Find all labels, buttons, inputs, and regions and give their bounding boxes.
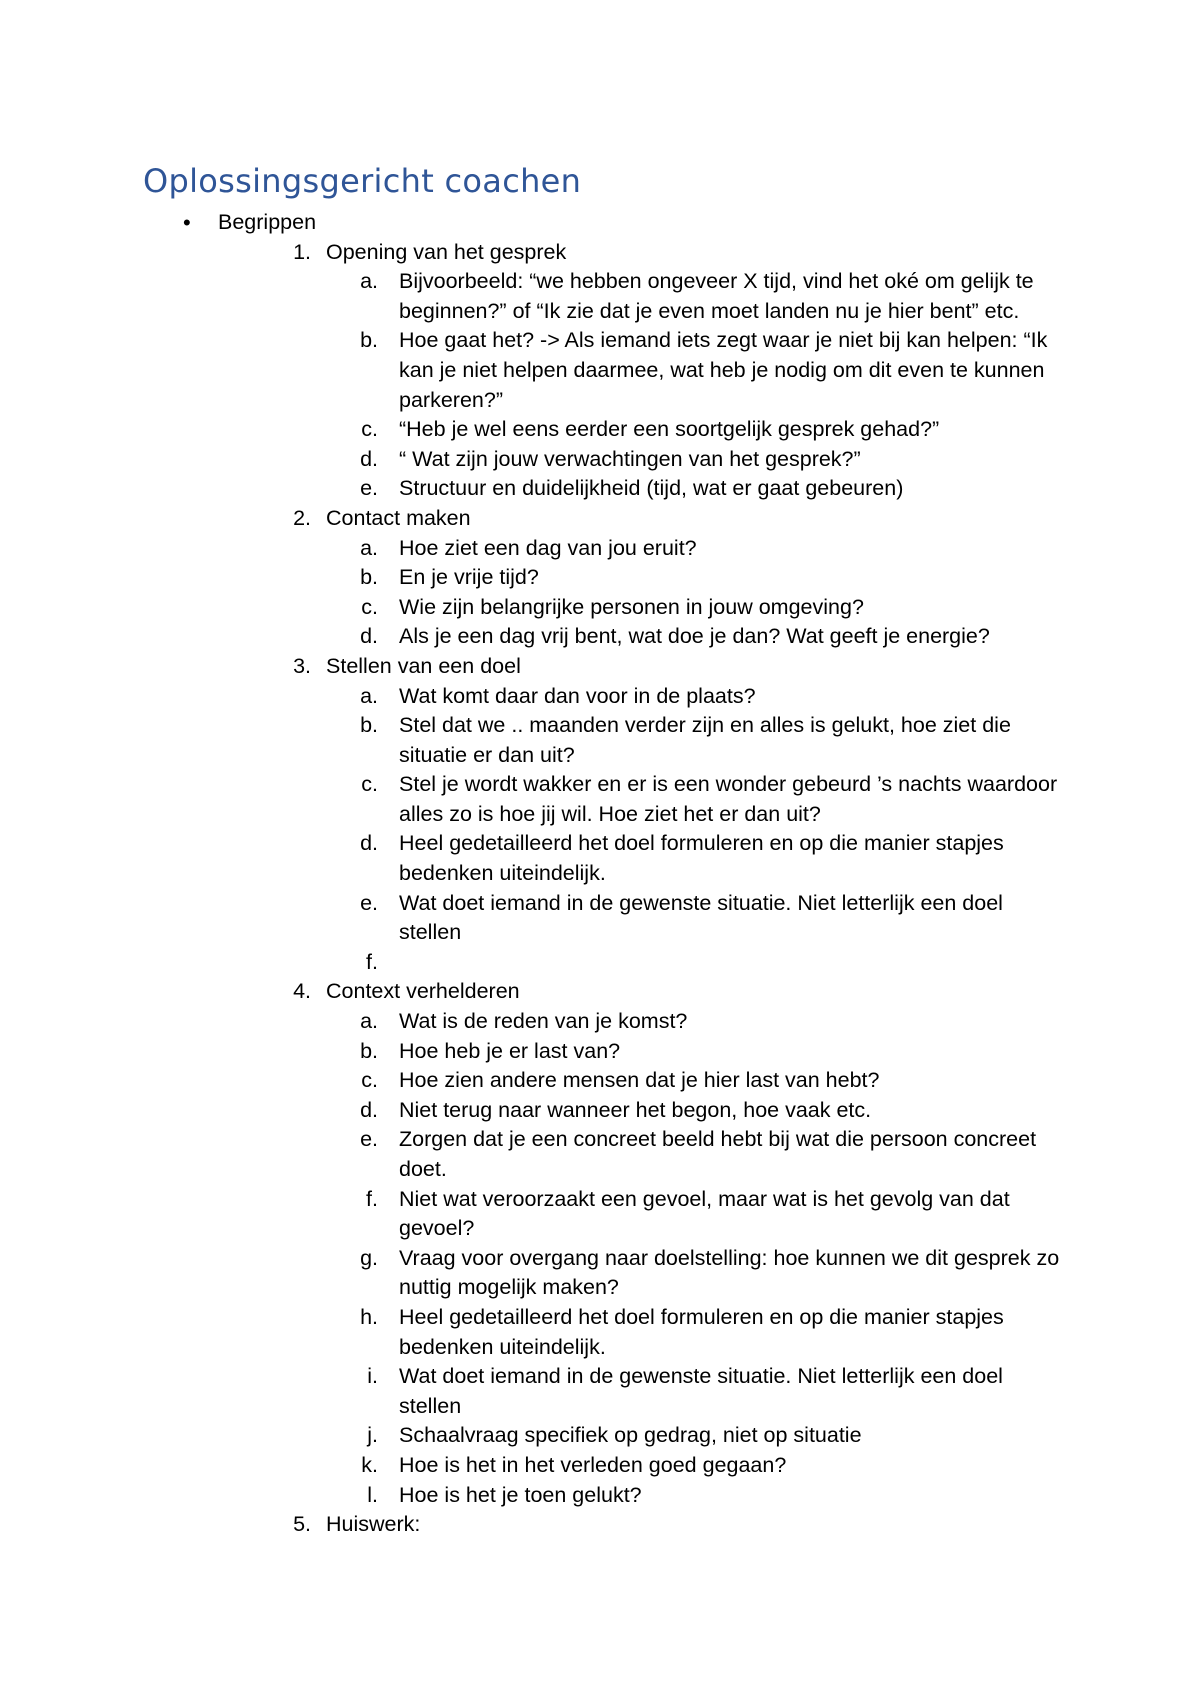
list-item-marker: b. xyxy=(360,565,378,590)
list-item-text: “ Wat zijn jouw verwachtingen van het gesprek?” xyxy=(399,446,861,471)
section-heading-marker: 1. xyxy=(293,239,311,264)
list-item xyxy=(0,326,1200,415)
list-item-text: Hoe is het je toen gelukt? xyxy=(399,1482,642,1507)
section-heading-text: Context verhelderen xyxy=(326,979,520,1004)
list-item xyxy=(0,1451,1200,1481)
list-item xyxy=(0,829,1200,888)
list-item xyxy=(0,770,1200,829)
list-item-marker: c. xyxy=(361,594,378,619)
section-heading xyxy=(0,504,1200,534)
list-item-text: Zorgen dat je een concreet beeld hebt bij wat die persoon concreet doet. xyxy=(399,1127,1037,1181)
list-item-marker: b. xyxy=(360,1038,378,1063)
list-item-text: Bijvoorbeeld: “we hebben ongeveer X tijd, vind het oké om gelijk te beginnen?” of “Ik zie dat je even moet landen nu je hier bent” etc. xyxy=(399,269,1034,323)
list-item-text: “Heb je wel eens eerder een soortgelijk gesprek gehad?” xyxy=(399,417,940,442)
bullet-label: Begrippen xyxy=(218,210,317,234)
list-item-text: Wie zijn belangrijke personen in jouw omgeving? xyxy=(399,594,864,619)
list-item-text: Structuur en duidelijkheid (tijd, wat er gaat gebeuren) xyxy=(399,476,904,501)
list-item-marker: g. xyxy=(360,1245,378,1270)
list-item xyxy=(0,948,1200,978)
list-item-marker: i. xyxy=(367,1364,378,1389)
list-item-text: Wat is de reden van je komst? xyxy=(399,1009,688,1034)
list-item-marker: f. xyxy=(366,949,378,974)
list-item xyxy=(0,1481,1200,1511)
list-item xyxy=(0,1185,1200,1244)
list-item-marker: a. xyxy=(360,683,378,708)
list-item-text xyxy=(399,948,1063,978)
page-title: Oplossingsgericht coachen xyxy=(143,162,582,200)
list-item-marker: b. xyxy=(360,328,378,353)
list-item-text: Niet terug naar wanneer het begon, hoe vaak etc. xyxy=(399,1097,872,1122)
list-item xyxy=(0,415,1200,445)
list-item-marker: a. xyxy=(360,535,378,560)
list-item-text: Wat doet iemand in de gewenste situatie. Niet letterlijk een doel stellen xyxy=(399,890,1003,945)
list-item-text: Als je een dag vrij bent, wat doe je dan? Wat geeft je energie? xyxy=(399,624,990,649)
list-item xyxy=(0,1125,1200,1184)
list-item xyxy=(0,445,1200,475)
list-item-marker: h. xyxy=(360,1304,378,1329)
list-item-text: Schaalvraag specifiek op gedrag, niet op situatie xyxy=(399,1423,862,1448)
list-item-marker: l. xyxy=(367,1482,378,1507)
outline xyxy=(0,208,1200,1540)
list-item-marker: k. xyxy=(361,1452,378,1477)
list-item xyxy=(0,1244,1200,1303)
list-item xyxy=(0,622,1200,652)
list-item-text: Wat komt daar dan voor in de plaats? xyxy=(399,683,756,708)
list-item-text: Heel gedetailleerd het doel formuleren en op die manier stapjes bedenken uiteindelijk. xyxy=(399,831,1004,886)
list-item-text: Hoe is het in het verleden goed gegaan? xyxy=(399,1452,787,1477)
list-item-marker: e. xyxy=(360,890,378,915)
list-item-text: En je vrije tijd? xyxy=(399,565,539,590)
list-item xyxy=(0,1362,1200,1421)
section-heading xyxy=(0,652,1200,682)
list-item-text: Wat doet iemand in de gewenste situatie. Niet letterlijk een doel stellen xyxy=(399,1364,1003,1418)
list-item-marker: d. xyxy=(360,831,378,856)
list-item-marker: j. xyxy=(367,1423,378,1448)
list-item xyxy=(0,682,1200,712)
list-item-marker: c. xyxy=(361,772,378,797)
numbered-list xyxy=(0,238,1200,1540)
list-item-text: Hoe zien andere mensen dat je hier last van hebt? xyxy=(399,1068,880,1093)
section-heading xyxy=(0,238,1200,268)
list-item-text: Hoe gaat het? -> Als iemand iets zegt waar je niet bij kan helpen: “Ik kan je niet helpen daarmee, wat heb je nodig om dit even te kunnen parkeren?” xyxy=(399,328,1048,412)
list-item xyxy=(0,889,1200,948)
list-item-marker: d. xyxy=(360,624,378,649)
list-item xyxy=(0,593,1200,623)
list-item xyxy=(0,1037,1200,1067)
list-item-marker: a. xyxy=(360,269,378,294)
list-item-text: Hoe heb je er last van? xyxy=(399,1038,621,1063)
list-item-marker: c. xyxy=(361,417,378,442)
section-heading-marker: 3. xyxy=(293,653,311,678)
list-item-marker: d. xyxy=(360,446,378,471)
list-item-text: Hoe ziet een dag van jou eruit? xyxy=(399,535,697,560)
list-item xyxy=(0,1421,1200,1451)
list-item xyxy=(0,474,1200,504)
section-heading-marker: 4. xyxy=(293,979,311,1004)
list-item xyxy=(0,1066,1200,1096)
list-item-marker: d. xyxy=(360,1097,378,1122)
list-item xyxy=(0,1096,1200,1126)
list-item-marker: e. xyxy=(360,476,378,501)
list-item xyxy=(0,1303,1200,1362)
bullet-item xyxy=(0,208,1200,238)
section-heading-marker: 2. xyxy=(293,505,311,530)
bullet-marker: • xyxy=(183,210,191,235)
list-item-marker: a. xyxy=(360,1009,378,1034)
section-heading-text: Contact maken xyxy=(326,505,471,530)
list-item xyxy=(0,711,1200,770)
section-heading-text: Huiswerk: xyxy=(326,1512,421,1537)
list-item-text: Niet wat veroorzaakt een gevoel, maar wat is het gevolg van dat gevoel? xyxy=(399,1186,1010,1241)
list-item-marker: c. xyxy=(361,1068,378,1093)
list-item-text: Heel gedetailleerd het doel formuleren en op die manier stapjes bedenken uiteindelijk. xyxy=(399,1304,1004,1359)
list-item xyxy=(0,534,1200,564)
list-item-text: Vraag voor overgang naar doelstelling: hoe kunnen we dit gesprek zo nuttig mogelijk maken? xyxy=(399,1245,1060,1300)
list-item-marker: e. xyxy=(360,1127,378,1152)
section-heading xyxy=(0,1510,1200,1540)
section-heading-marker: 5. xyxy=(293,1512,311,1537)
list-item xyxy=(0,267,1200,326)
list-item-text: Stel dat we .. maanden verder zijn en alles is gelukt, hoe ziet die situatie er dan uit? xyxy=(399,713,1011,767)
section-heading xyxy=(0,977,1200,1007)
section-heading-text: Stellen van een doel xyxy=(326,653,521,678)
list-item-marker: f. xyxy=(366,1186,378,1211)
list-item xyxy=(0,563,1200,593)
list-item-text: Stel je wordt wakker en er is een wonder gebeurd ’s nachts waardoor alles zo is hoe jij wil. Hoe ziet het er dan uit? xyxy=(399,772,1058,826)
list-item-marker: b. xyxy=(360,713,378,738)
section-heading-text: Opening van het gesprek xyxy=(326,239,567,264)
list-item xyxy=(0,1007,1200,1037)
